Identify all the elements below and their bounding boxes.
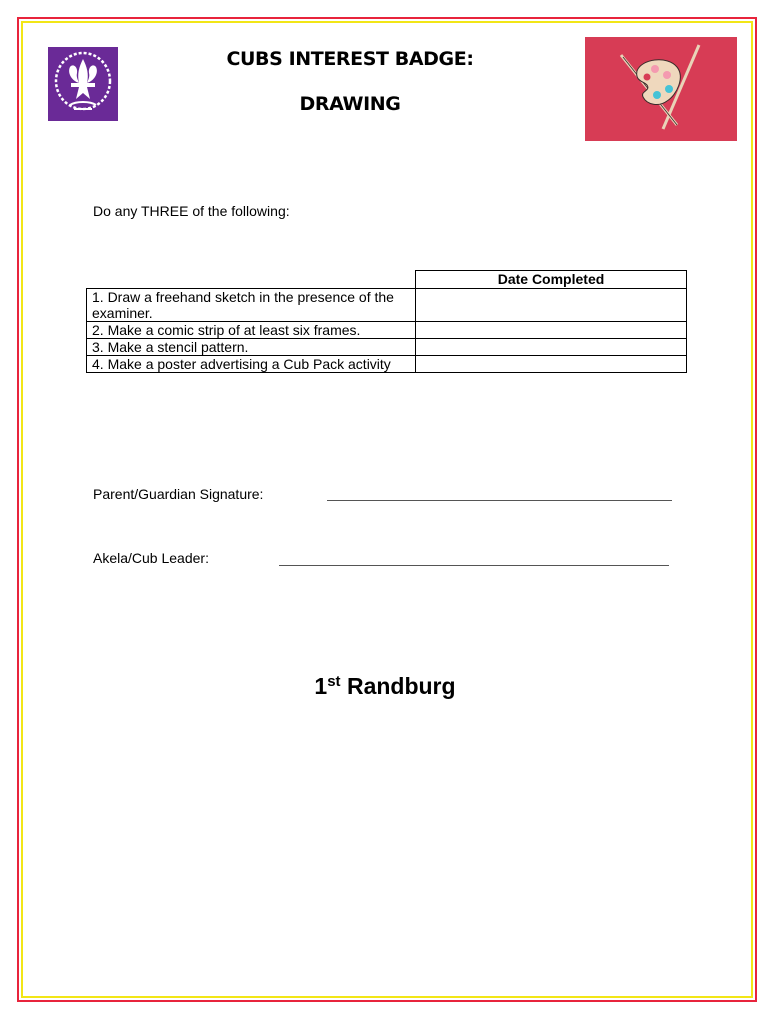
date-completed-header: Date Completed: [416, 271, 687, 289]
pack-number-suffix: st: [327, 673, 341, 690]
page-subtitle: DRAWING: [299, 93, 401, 115]
art-palette-icon: [585, 37, 737, 141]
pack-town: Randburg: [346, 673, 456, 699]
requirements-table: [86, 270, 687, 373]
requirement-3: 3. Make a stencil pattern.: [87, 339, 416, 356]
date-cell-3[interactable]: [416, 339, 687, 356]
requirement-1: 1. Draw a freehand sketch in the presence of the examiner.: [87, 289, 416, 322]
parent-signature-label: Parent/Guardian Signature:: [93, 486, 264, 502]
page-title: CUBS INTEREST BADGE:: [226, 48, 474, 70]
scout-logo: [48, 47, 118, 121]
table-row: [87, 339, 687, 356]
requirement-2: 2. Make a comic strip of at least six frames.: [87, 322, 416, 339]
date-cell-4[interactable]: [416, 356, 687, 373]
table-header-blank: [87, 271, 416, 289]
page-border-inner: [21, 21, 753, 998]
table-row: [87, 322, 687, 339]
leader-signature-label: Akela/Cub Leader:: [93, 550, 209, 566]
pack-number: 1: [314, 673, 328, 699]
date-cell-2[interactable]: [416, 322, 687, 339]
table-row: [87, 289, 687, 322]
drawing-badge-image: [585, 37, 737, 141]
requirement-4: 4. Make a poster advertising a Cub Pack activity: [87, 356, 416, 373]
date-cell-1[interactable]: [416, 289, 687, 322]
table-header-row: [87, 271, 687, 289]
parent-signature-line[interactable]: [327, 500, 672, 501]
pack-name: [0, 673, 770, 700]
instructions-text: Do any THREE of the following:: [93, 203, 290, 219]
table-row: [87, 356, 687, 373]
leader-signature-line[interactable]: [279, 565, 669, 566]
fleur-de-lis-icon: [48, 47, 118, 121]
